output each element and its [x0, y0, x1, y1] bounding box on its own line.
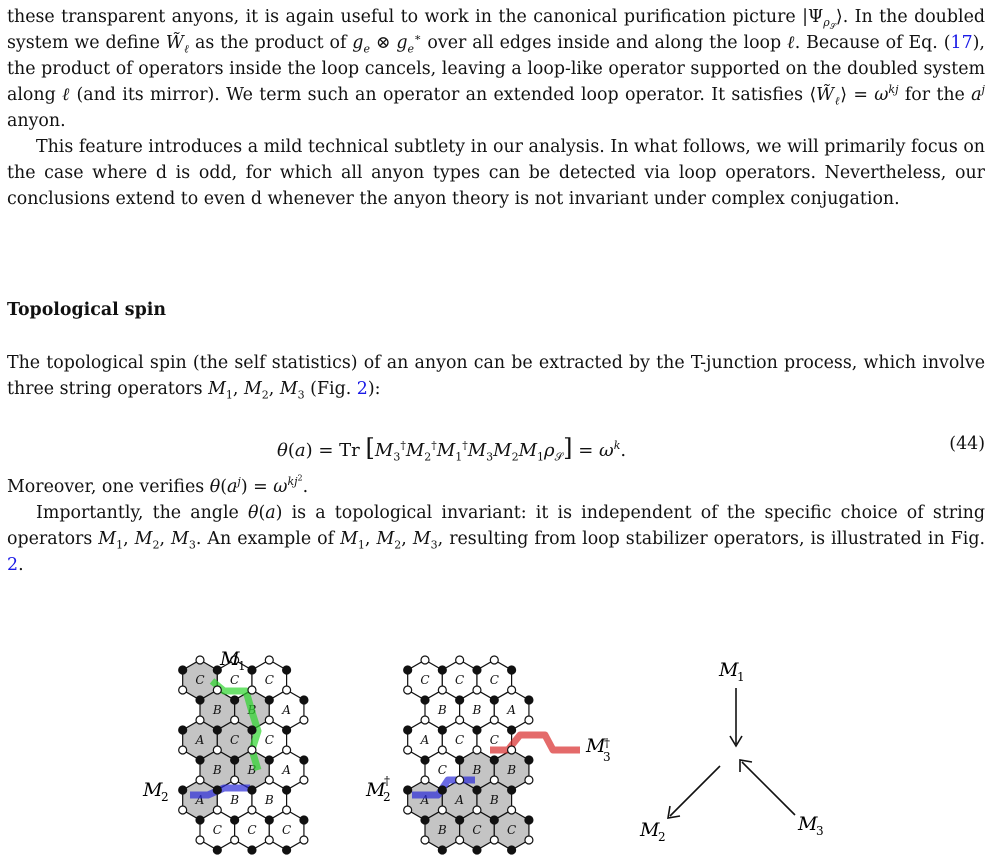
- left-vertex: [248, 846, 256, 854]
- arrow-m1-label: M: [719, 659, 739, 681]
- paragraph-4: Moreover, one verifies $\theta(a^j) = \omega^{kj^2}$.: [7, 473, 309, 497]
- left-vertex: [248, 786, 256, 794]
- mid-vertex: [508, 846, 516, 854]
- arrow-diagram: [668, 688, 795, 818]
- left-hex-letter: C: [282, 823, 292, 837]
- mid-vertex: [438, 846, 446, 854]
- left-vertex: [265, 696, 273, 704]
- left-vertex: [213, 806, 221, 814]
- left-vertex: [179, 806, 187, 814]
- mid-vertex: [525, 756, 533, 764]
- mid-hex-letter: A: [420, 793, 430, 807]
- left-vertex: [196, 656, 204, 664]
- mid-vertex: [508, 686, 516, 694]
- left-m2-label: M: [143, 779, 163, 801]
- mid-vertex: [404, 746, 412, 754]
- arrow-m1-sub: 1: [737, 670, 745, 684]
- left-m2-sub: 2: [161, 790, 169, 804]
- mid-hex-letter: C: [455, 673, 465, 687]
- left-vertex: [213, 746, 221, 754]
- left-hex-letter: B: [264, 793, 274, 807]
- mid-vertex: [456, 836, 464, 844]
- mid-vertex: [490, 776, 498, 784]
- left-vertex: [300, 716, 308, 724]
- mid-vertex: [421, 776, 429, 784]
- paragraph-1: these transparent anyons, it is again useful to work in the canonical purification picture $|\Psi_{\rho_𝒮}⟩$. In the doubled system we define $W̃_\ell$ as the product of $g_e$ ⊗ $g_e^∗$ over all edges inside and along the loop ℓ. Because of Eq. (17), the product of operators inside the loop cancels, leaving a loop-like operator supported on the doubled system along ℓ (and its mirror). We term such an operator an extended loop operator. It satisfies $⟨W̃_\ell⟩ = \omega^{kj}$ for the $a^j$ anyon.: [7, 7, 985, 131]
- left-vertex: [265, 756, 273, 764]
- figure-svg: [0, 640, 992, 864]
- mid-hex-letter: B: [472, 763, 482, 777]
- mid-hex-letter: B: [437, 703, 447, 717]
- left-hex-letter: C: [264, 673, 274, 687]
- mid-vertex: [473, 726, 481, 734]
- left-vertex: [248, 806, 256, 814]
- mid-vertex: [438, 786, 446, 794]
- left-hex-letter: A: [195, 733, 205, 747]
- mid-vertex: [404, 666, 412, 674]
- mid-vertex: [438, 666, 446, 674]
- left-hex-letter: C: [195, 673, 205, 687]
- left-vertex: [231, 816, 239, 824]
- left-vertex: [283, 846, 291, 854]
- mid-vertex: [525, 696, 533, 704]
- mid-hex-letter: C: [472, 823, 482, 837]
- left-vertex: [283, 746, 291, 754]
- mid-vertex: [473, 806, 481, 814]
- left-vertex: [265, 656, 273, 664]
- left-vertex: [283, 686, 291, 694]
- mid-vertex: [456, 656, 464, 664]
- left-vertex: [213, 726, 221, 734]
- mid-vertex: [490, 696, 498, 704]
- mid-hex-letter: B: [507, 763, 517, 777]
- arrow-m2-label: M: [640, 819, 660, 841]
- mid-vertex: [456, 776, 464, 784]
- left-hex-letter: B: [212, 763, 222, 777]
- arrow-m3-label: M: [798, 813, 818, 835]
- mid-vertex: [404, 806, 412, 814]
- fig-ref[interactable]: 2: [356, 379, 368, 399]
- mid-vertex: [456, 816, 464, 824]
- mid-m2-sub: 2: [383, 790, 391, 804]
- mid-vertex: [456, 756, 464, 764]
- equation-44: [7, 432, 985, 466]
- left-hex-letter: A: [195, 793, 205, 807]
- mid-vertex: [490, 816, 498, 824]
- left-hex-letter: A: [282, 763, 291, 777]
- mid-m2-dagger: †: [384, 774, 390, 788]
- mid-vertex: [421, 696, 429, 704]
- mid-vertex: [404, 686, 412, 694]
- arrow-to-m2: [670, 766, 720, 816]
- left-vertex: [231, 696, 239, 704]
- mid-vertex: [438, 686, 446, 694]
- left-vertex: [196, 816, 204, 824]
- left-vertex: [265, 816, 273, 824]
- left-vertex: [265, 776, 273, 784]
- figure-2: [0, 640, 992, 864]
- left-hex-letter: A: [282, 703, 291, 717]
- left-vertex: [231, 836, 239, 844]
- left-hex-letter: C: [212, 823, 222, 837]
- mid-hex-letter: C: [507, 823, 517, 837]
- middle-lattice: [404, 656, 580, 854]
- mid-vertex: [473, 666, 481, 674]
- mid-hex-letter: C: [437, 763, 447, 777]
- mid-vertex: [508, 726, 516, 734]
- left-vertex: [231, 756, 239, 764]
- mid-vertex: [490, 756, 498, 764]
- mid-vertex: [525, 716, 533, 724]
- left-hex-letter: B: [212, 703, 222, 717]
- mid-vertex: [490, 656, 498, 664]
- left-lattice: [179, 656, 308, 854]
- mid-vertex: [421, 656, 429, 664]
- mid-vertex: [473, 786, 481, 794]
- left-vertex: [300, 816, 308, 824]
- mid-hex-letter: B: [437, 823, 447, 837]
- mid-vertex: [421, 716, 429, 724]
- left-vertex: [231, 716, 239, 724]
- left-vertex: [196, 756, 204, 764]
- left-vertex: [283, 806, 291, 814]
- left-vertex: [300, 776, 308, 784]
- left-vertex: [196, 776, 204, 784]
- eq-ref-17[interactable]: 17: [950, 33, 973, 53]
- left-vertex: [265, 836, 273, 844]
- mid-vertex: [525, 836, 533, 844]
- left-vertex: [196, 836, 204, 844]
- left-vertex: [300, 756, 308, 764]
- mid-vertex: [473, 746, 481, 754]
- left-hex-letter: B: [230, 793, 240, 807]
- mid-hex-letter: A: [420, 733, 430, 747]
- mid-m3-dagger: †: [604, 736, 610, 750]
- left-hex-letter: C: [247, 823, 257, 837]
- left-vertex: [179, 746, 187, 754]
- left-vertex: [248, 686, 256, 694]
- left-hex-letter: C: [264, 733, 274, 747]
- left-vertex: [248, 666, 256, 674]
- mid-vertex: [421, 836, 429, 844]
- left-vertex: [179, 786, 187, 794]
- mid-vertex: [525, 816, 533, 824]
- mid-hex-letter: B: [472, 703, 482, 717]
- left-vertex: [248, 726, 256, 734]
- left-vertex: [283, 726, 291, 734]
- mid-vertex: [456, 716, 464, 724]
- mid-hex-letter: B: [489, 793, 499, 807]
- fig-ref-2[interactable]: 2: [7, 555, 19, 575]
- left-vertex: [265, 716, 273, 724]
- left-hex-letter: B: [247, 763, 257, 777]
- mid-hex-letter: A: [455, 793, 464, 807]
- left-vertex: [300, 836, 308, 844]
- left-vertex: [231, 776, 239, 784]
- mid-m3-label: M: [586, 735, 606, 757]
- mid-vertex: [525, 776, 533, 784]
- mid-hex-letter: C: [489, 733, 499, 747]
- left-m1-label: M: [220, 648, 240, 670]
- left-vertex: [196, 696, 204, 704]
- mid-m3-sub: 3: [603, 750, 611, 764]
- left-hex-letter: B: [247, 703, 257, 717]
- mid-hex-letter: C: [455, 733, 465, 747]
- equation-number: (44): [949, 434, 985, 454]
- mid-vertex: [456, 696, 464, 704]
- mid-vertex: [438, 746, 446, 754]
- left-vertex: [283, 786, 291, 794]
- mid-vertex: [508, 666, 516, 674]
- left-m1-sub: 1: [238, 659, 246, 673]
- mid-vertex: [404, 726, 412, 734]
- equation-body: θ(a) = Tr $[M_3^\dagger M_2^\dagger M_1^\dagger M_3M_2M_1\rho_𝒮] = \omega^k$.: [277, 434, 627, 464]
- mid-vertex: [421, 816, 429, 824]
- arrow-from-m3: [742, 762, 795, 815]
- mid-vertex: [508, 786, 516, 794]
- arrow-m3-sub: 3: [816, 824, 824, 838]
- mid-vertex: [508, 746, 516, 754]
- left-hex-letter: C: [230, 673, 240, 687]
- mid-vertex: [421, 756, 429, 764]
- left-vertex: [213, 686, 221, 694]
- paragraph-3: The topological spin (the self statistics) of an anyon can be extracted by the T-junction process, which involve three string operators $M_1$, $M_2$, $M_3$ (Fig. 2):: [7, 353, 985, 402]
- mid-vertex: [508, 806, 516, 814]
- mid-vertex: [438, 806, 446, 814]
- mid-hex-letter: A: [507, 703, 516, 717]
- left-vertex: [179, 686, 187, 694]
- left-vertex: [179, 666, 187, 674]
- mid-vertex: [473, 686, 481, 694]
- left-vertex: [300, 696, 308, 704]
- mid-vertex: [473, 846, 481, 854]
- left-vertex: [213, 786, 221, 794]
- mid-hex-letter: C: [489, 673, 499, 687]
- paragraph-2: This feature introduces a mild technical subtlety in our analysis. In what follows, we will primarily focus on the case where d is odd, for which all anyon types can be detected via loop operators. Nevertheless, our conclusions extend to even d whenever the anyon theory is not invariant under complex conjugation.: [7, 137, 985, 209]
- mid-vertex: [404, 786, 412, 794]
- left-vertex: [196, 716, 204, 724]
- mid-hex-letter: C: [420, 673, 430, 687]
- arrow-m2-sub: 2: [658, 830, 666, 844]
- paragraph-5: Importantly, the angle θ(a) is a topological invariant: it is independent of the specific choice of string operators $M_1$, $M_2$, $M_3$. An example of $M_1$, $M_2$, $M_3$, resulting from loop stabilizer operators, is illustrated in Fig. 2.: [7, 503, 986, 575]
- left-vertex: [283, 666, 291, 674]
- mid-vertex: [490, 716, 498, 724]
- left-vertex: [179, 726, 187, 734]
- mid-vertex: [490, 836, 498, 844]
- mid-vertex: [438, 726, 446, 734]
- left-vertex: [213, 846, 221, 854]
- mid-m2-label: M: [366, 779, 386, 801]
- left-hex-letter: C: [230, 733, 240, 747]
- left-vertex: [248, 746, 256, 754]
- section-heading: Topological spin: [7, 300, 166, 320]
